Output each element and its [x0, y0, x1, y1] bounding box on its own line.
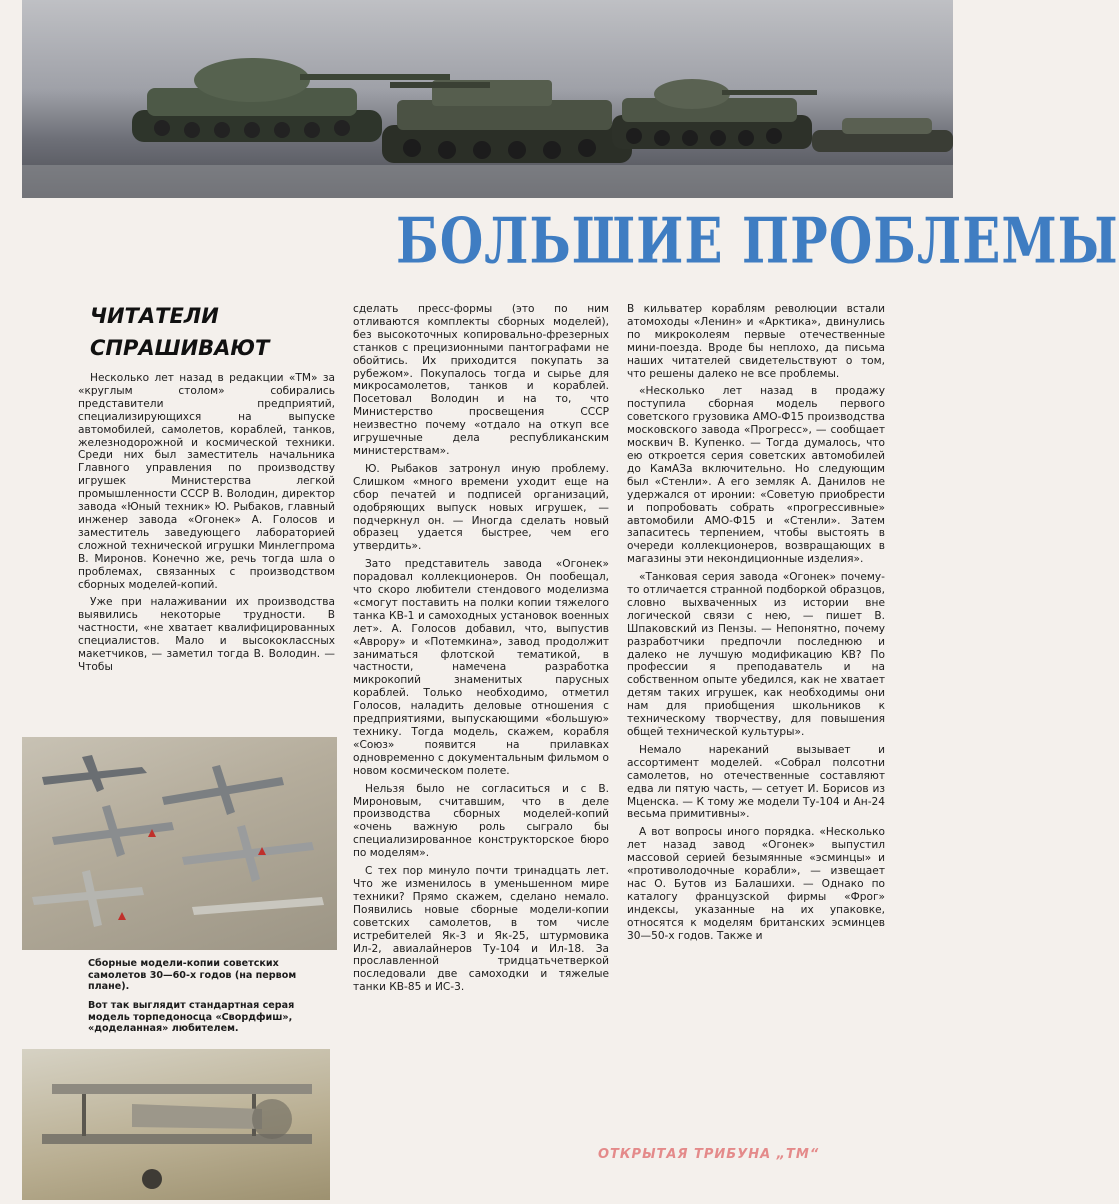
paragraph: сделать пресс-формы (это по ним отливаются комплекты сборных моделей), без высокоточных копировально-фрезерных станков с прецизионными пантографами не обойтись. Их приходится покупать за рубежом». Покупалось тогда и сырье для микросамолетов, танков и кораблей. Посетовал Володин и на то, что Министерство просвещения СССР неизвестно почему «отдало на откуп все игрушечные дела республиканским министерствам». [353, 303, 609, 457]
paragraph: «Несколько лет назад в продажу поступила сборная модель первого советского грузовика АМО-Ф15 производства московского завода «Прогресс», — сообщает москвич В. Купенко. — Тогда думалось, что ею откроется серия советских автомобилей до КамАЗа включительно. Но следующим был «Стенли». А его земляк А. Данилов не удержался от иронии: «Советую приобрести и попробовать собрать «прогрессивные» автомобили АМО-Ф15 и «Стенли». Затем запаситесь терпением, чтобы выстоять в очереди коллекционеров, возвращающих в магазины эти некондиционные изделия». [627, 385, 885, 566]
section-heading [90, 300, 330, 364]
paragraph: Уже при налаживании их производства выявились некоторые трудности. В частности, «не хватает квалифицированных специалистов. Мало и высококлассных макетчиков, — заметил тогда В. Володин. — Чтобы [78, 596, 335, 673]
article-title: БОЛЬШИЕ ПРОБЛЕМЫ [396, 203, 1119, 278]
paragraph: В кильватер кораблям революции встали атомоходы «Ленин» и «Арктика», двинулись по микроколеям первые отечественные мини-поезда. Вроде бы неплохо, да письма наших читателей свидетельствуют о том, что решены далеко не все проблемы. [627, 303, 885, 380]
paragraph: С тех пор минуло почти тринадцать лет. Что же изменилось в уменьшенном мире техники? Прямо скажем, сделано немало. Появились новые сборные модели-копии советских самолетов, в том числе истребителей Як-3 и Як-25, штурмовика Ил-2, авиалайнеров Ту-104 и Ил-18. За прославленной тридцатьчетверкой последовали две самоходки и тяжелые танки КВ-85 и ИС-3. [353, 865, 609, 994]
column-3-text [627, 303, 885, 948]
photo2-caption: Вот так выглядит стандартная серая модель торпедоносца «Свордфиш», «доделанная» любителем. [88, 1000, 295, 1035]
paragraph: Нельзя было не согласиться и с В. Мироновым, считавшим, что в деле производства сборных моделей-копий «очень важную роль сыграло бы специализированное конструкторское бюро по моделям». [353, 782, 609, 860]
paragraph: Немало нареканий вызывает и ассортимент моделей. «Собрал полсотни самолетов, но отечественные составляют едва ли пятую часть, — сетует И. Борисов из Мценска. — К тому же модели Ту-104 и Ан-24 весьма примитивны». [627, 743, 885, 821]
paragraph: А вот вопросы иного порядка. «Несколько лет назад завод «Огонек» выпустил массовой серией безымянные «эсминцы» и «противолодочные корабли», — извещает нас О. Бутов из Балашихи. — Однако по каталогу французской фирмы «Фрог» индексы, указанные на их упаковке, относятся к моделям британских эсминцев 30—50-х годов. Также и [627, 826, 885, 942]
paragraph: Ю. Рыбаков затронул иную проблему. Слишком «много времени уходит еще на сбор печатей и подписей организаций, одобряющих выпуск новых игрушек, — подчеркнул он. — Иногда сделать новый образец удается быстрее, чем его утвердить». [353, 462, 609, 553]
aircraft-models-illustration [22, 737, 337, 950]
heading-line-2: СПРАШИВАЮТ [90, 336, 270, 360]
swordfish-model-photo [22, 1049, 330, 1200]
aircraft-models-photo [22, 737, 337, 950]
column-2-text [353, 303, 609, 999]
paragraph: «Танковая серия завода «Огонек» почему-то отличается странной подборкой образцов, словно выхваченных из истории вне логической связи с нею, — пишет В. Шпаковский из Пензы. — Непонятно, почему разработчики предпочли последнюю и далеко не лучшую модификацию КВ? По профессии я преподаватель и на собственном опыте убедился, как не хватает детям таких игрушек, как необходимы они нам для приобщения школьников к техническому творчеству, для повышения общей технической культуры». [627, 571, 885, 738]
column-1-text [78, 372, 335, 679]
photo1-caption: Сборные модели-копии советских самолетов 30—60-х годов (на первом плане). [88, 958, 297, 993]
biplane-illustration [22, 1049, 330, 1200]
tanks-banner-photo [22, 0, 953, 198]
paragraph: Зато представитель завода «Огонек» порадовал коллекционеров. Он пообещал, что скоро любители стендового моделизма «смогут поставить на полки копии тяжелого танка КВ-1 и самоходных установок военных лет». А. Голосов добавил, что, выпустив «Аврору» и «Потемкина», завод продолжит заниматься флотской тематикой, в частности, намечена разработка микрокопий знаменитых парусных кораблей. Только необходимо, отметил Голосов, наладить деловые отношения с предприятиями, выпускающими «большую» технику. Тогда модель, скажем, корабля «Союз» появится на прилавках одновременно с документальным фильмом о новом космическом полете. [353, 558, 609, 777]
heading-line-1: ЧИТАТЕЛИ [90, 304, 219, 328]
tanks-illustration [22, 0, 953, 198]
paragraph: Несколько лет назад в редакции «ТМ» за «круглым столом» собирались представители предприятий, специализирующихся на выпуске автомобилей, самолетов, кораблей, танков, железнодорожной и космической техники. Среди них был заместитель начальника Главного управления по производству игрушек Министерства легкой промышленности СССР В. Володин, директор завода «Юный техник» Ю. Рыбаков, главный инженер завода «Огонек» А. Голосов и заместитель заведующего лабораторией сложной технической игрушки Минлегпрома В. Миронов. Конечно же, речь тогда шла о проблемах, связанных с производством сборных моделей-копий. [78, 372, 335, 591]
rubric-label: ОТКРЫТАЯ ТРИБУНА „ТМ“ [598, 1147, 820, 1162]
